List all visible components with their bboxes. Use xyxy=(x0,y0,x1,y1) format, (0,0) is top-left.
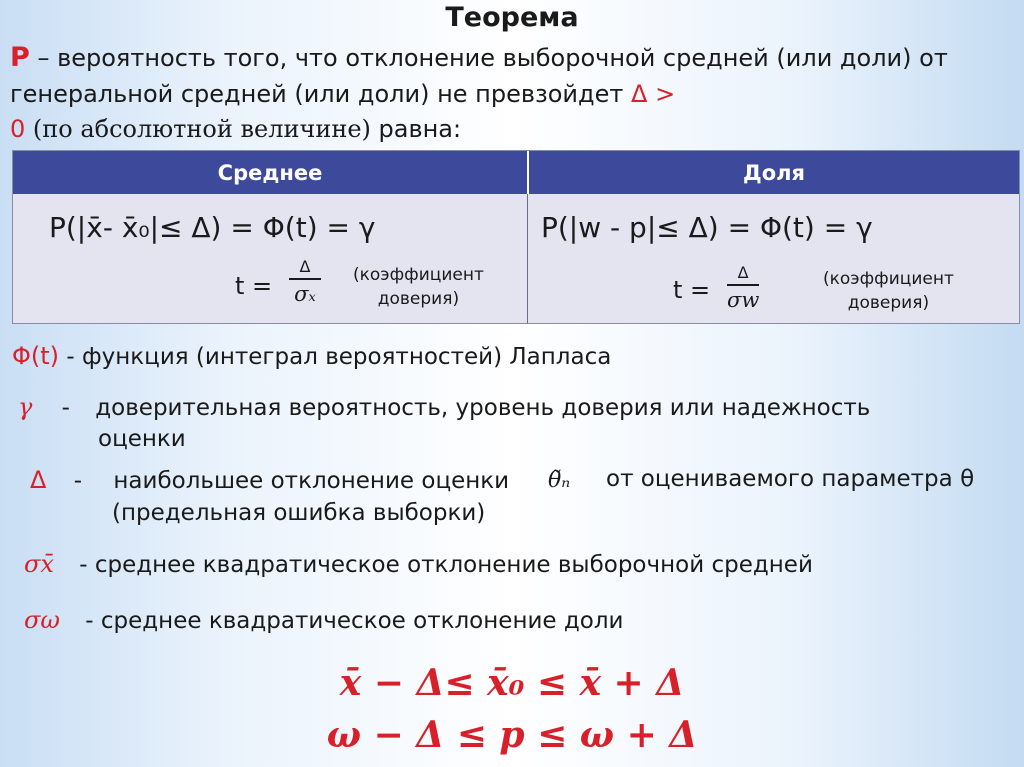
share-frac-numerator: Δ xyxy=(737,263,749,282)
sigma-x-text: - среднее квадратическое отклонение выборочной средней xyxy=(79,552,813,578)
mean-frac-denominator: σₓ xyxy=(294,282,316,306)
intro-line-3 xyxy=(10,115,461,143)
coef-line-2: доверия) xyxy=(847,293,930,313)
zero-symbol: 0 xyxy=(10,115,26,143)
gamma-dash: - xyxy=(61,395,70,421)
delta-text-line2: (предельная ошибка выборки) xyxy=(112,500,486,526)
share-coefficient-note xyxy=(823,267,954,315)
intro-line-2 xyxy=(10,80,675,108)
sigma-w-symbol: σω xyxy=(24,606,60,634)
mean-frac-numerator: Δ xyxy=(299,257,311,276)
gamma-text-line2: оценки xyxy=(98,426,186,452)
intro-text-2: генеральной средней (или доли) не превзойдет xyxy=(10,80,624,108)
intro-text-1: – вероятность того, что отклонение выборочной средней (или доли) от xyxy=(37,44,948,72)
mean-coefficient-note xyxy=(353,263,484,311)
intro-line-1 xyxy=(10,42,948,73)
sigma-x-definition xyxy=(24,550,813,578)
share-t-label: t = xyxy=(673,276,711,304)
delta-dash: - xyxy=(73,468,83,494)
table-header-share: Доля xyxy=(529,151,1019,194)
phi-text: - функция (интеграл вероятностей) Лапласа xyxy=(66,344,612,370)
delta-definition xyxy=(30,466,509,494)
sigma-w-text: - среднее квадратическое отклонение доли xyxy=(85,608,624,634)
table-header-mean: Среднее xyxy=(13,151,529,194)
estimator-theta-n: θ̃ₙ xyxy=(548,468,571,493)
mean-t-label: t = xyxy=(235,272,273,300)
sigma-w-definition xyxy=(24,606,624,634)
table-divider xyxy=(527,194,528,323)
share-probability-formula: P(|w - p|≤ Δ) = Φ(t) = γ xyxy=(541,211,873,244)
gamma-text-line1: доверительная вероятность, уровень доверия или надежность xyxy=(95,395,871,421)
share-t-fraction xyxy=(727,263,759,312)
phi-definition xyxy=(12,342,611,370)
delta-symbol: Δ xyxy=(30,466,47,494)
share-inequality: ω − Δ ≤ p ≤ ω + Δ xyxy=(326,714,698,756)
delta-text-line1-a: наибольшее отклонение оценки xyxy=(113,468,510,494)
fraction-bar xyxy=(727,284,759,286)
gamma-symbol: γ xyxy=(18,393,33,421)
sigma-x-symbol: σx̄ xyxy=(24,550,54,578)
probability-symbol: Р xyxy=(10,42,30,73)
coef-line-1: (коэффициент xyxy=(353,265,484,285)
delta-text-line1-b: от оцениваемого параметра θ xyxy=(606,466,975,492)
phi-symbol: Φ(t) xyxy=(12,342,60,370)
coef-line-1: (коэффициент xyxy=(823,269,954,289)
coef-line-2: доверия) xyxy=(377,289,460,309)
mean-probability-formula: P(|x̄- x̄₀|≤ Δ) = Φ(t) = γ xyxy=(49,211,376,244)
slide-title: Теорема xyxy=(445,2,579,33)
share-frac-denominator: σw xyxy=(727,288,760,312)
theorem-table xyxy=(12,150,1020,324)
absolute-value-note: (по абсолютной величине) xyxy=(32,115,371,143)
delta-greater-symbol: Δ > xyxy=(631,80,676,108)
fraction-bar xyxy=(289,278,321,280)
mean-inequality: x̄ − Δ≤ x̄₀ ≤ x̄ + Δ xyxy=(339,662,685,704)
gamma-definition xyxy=(18,393,870,421)
mean-t-fraction xyxy=(289,257,321,306)
intro-text-3: равна: xyxy=(378,115,462,143)
